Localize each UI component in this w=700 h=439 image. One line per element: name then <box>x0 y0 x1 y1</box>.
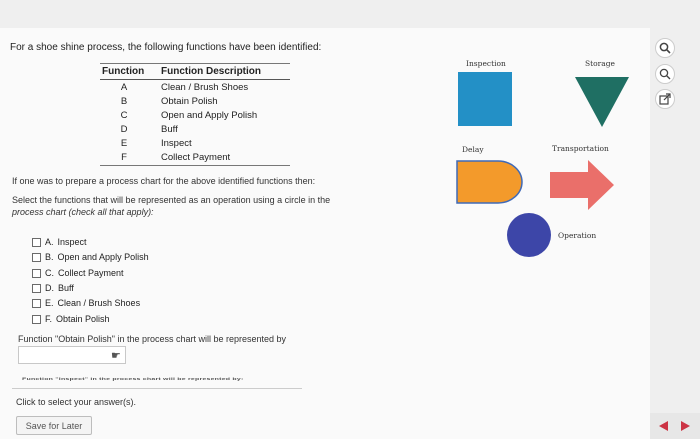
select-instruction-line2: process chart (check all that apply): <box>12 207 154 217</box>
checkbox[interactable] <box>32 253 41 262</box>
question-title: For a shoe shine process, the following functions have been identified: <box>10 42 322 53</box>
select-instruction-line1: Select the functions that will be represented as an operation using a circle in the <box>12 195 331 205</box>
choice-label: Inspect <box>57 237 87 247</box>
choice-label: Open and Apply Polish <box>57 252 149 262</box>
choice-d[interactable] <box>32 283 74 293</box>
function-letter: E <box>120 138 128 149</box>
storage-label: Storage <box>585 59 615 68</box>
function-letter: B <box>120 96 128 107</box>
choice-letter: F. <box>45 314 53 324</box>
choice-letter: C. <box>45 268 54 278</box>
choice-letter: D. <box>45 283 54 293</box>
description-header: Function Description <box>161 66 261 77</box>
choice-b[interactable] <box>32 252 149 262</box>
table-top-rule <box>100 63 290 64</box>
click-to-select-text[interactable]: Click to select your answer(s). <box>16 397 137 407</box>
choice-c[interactable] <box>32 268 124 278</box>
transportation-label: Transportation <box>552 144 609 153</box>
inspection-square-icon <box>458 72 514 128</box>
transportation-arrow-icon <box>550 160 616 210</box>
delay-label: Delay <box>462 145 484 154</box>
checkbox[interactable] <box>32 238 41 247</box>
hand-cursor-icon: ☛ <box>111 350 121 362</box>
choice-letter: E. <box>45 298 54 308</box>
zoom-in-icon[interactable] <box>655 38 675 58</box>
choice-a[interactable] <box>32 237 87 247</box>
dropdown-prompt: Function "Obtain Polish" in the process chart will be represented by <box>18 334 287 344</box>
choice-letter: A. <box>45 237 54 247</box>
open-external-icon[interactable] <box>655 89 675 109</box>
storage-triangle-icon <box>573 75 631 129</box>
previous-arrow-icon[interactable] <box>657 420 669 432</box>
function-description: Open and Apply Polish <box>161 110 258 121</box>
save-for-later-button[interactable]: Save for Later <box>16 416 92 435</box>
table-header-rule <box>100 79 290 80</box>
function-description: Buff <box>161 124 178 135</box>
navigation-bar <box>650 413 700 439</box>
operation-circle-icon <box>505 211 553 259</box>
zoom-out-icon[interactable] <box>655 64 675 84</box>
choice-letter: B. <box>45 252 54 262</box>
delay-d-shape-icon <box>456 160 526 204</box>
function-letter: A <box>120 82 128 93</box>
prompt-line: If one was to prepare a process chart for the above identified functions then: <box>12 176 316 186</box>
function-description: Obtain Polish <box>161 96 218 107</box>
choice-label: Collect Payment <box>58 268 124 278</box>
function-description: Inspect <box>161 138 192 149</box>
divider <box>12 388 302 389</box>
choice-label: Buff <box>58 283 74 293</box>
inspection-label: Inspection <box>466 59 506 68</box>
choice-f[interactable] <box>32 314 110 324</box>
next-arrow-icon[interactable] <box>680 420 692 432</box>
checkbox[interactable] <box>32 299 41 308</box>
checkbox[interactable] <box>32 284 41 293</box>
checkbox[interactable] <box>32 315 41 324</box>
checkbox[interactable] <box>32 269 41 278</box>
function-letter: C <box>120 110 128 121</box>
function-header: Function <box>102 66 145 77</box>
choice-e[interactable] <box>32 298 140 308</box>
operation-label: Operation <box>558 231 597 240</box>
answer-dropdown[interactable] <box>18 346 126 364</box>
function-description: Collect Payment <box>161 152 231 163</box>
choice-label: Obtain Polish <box>56 314 110 324</box>
function-letter: F <box>121 152 127 163</box>
function-description: Clean / Brush Shoes <box>161 82 249 93</box>
table-bottom-rule <box>100 165 290 166</box>
cutoff-prompt: Function "Inspect" in the process chart will be represented by: <box>22 377 244 381</box>
function-letter: D <box>120 124 128 135</box>
choice-label: Clean / Brush Shoes <box>57 298 141 308</box>
